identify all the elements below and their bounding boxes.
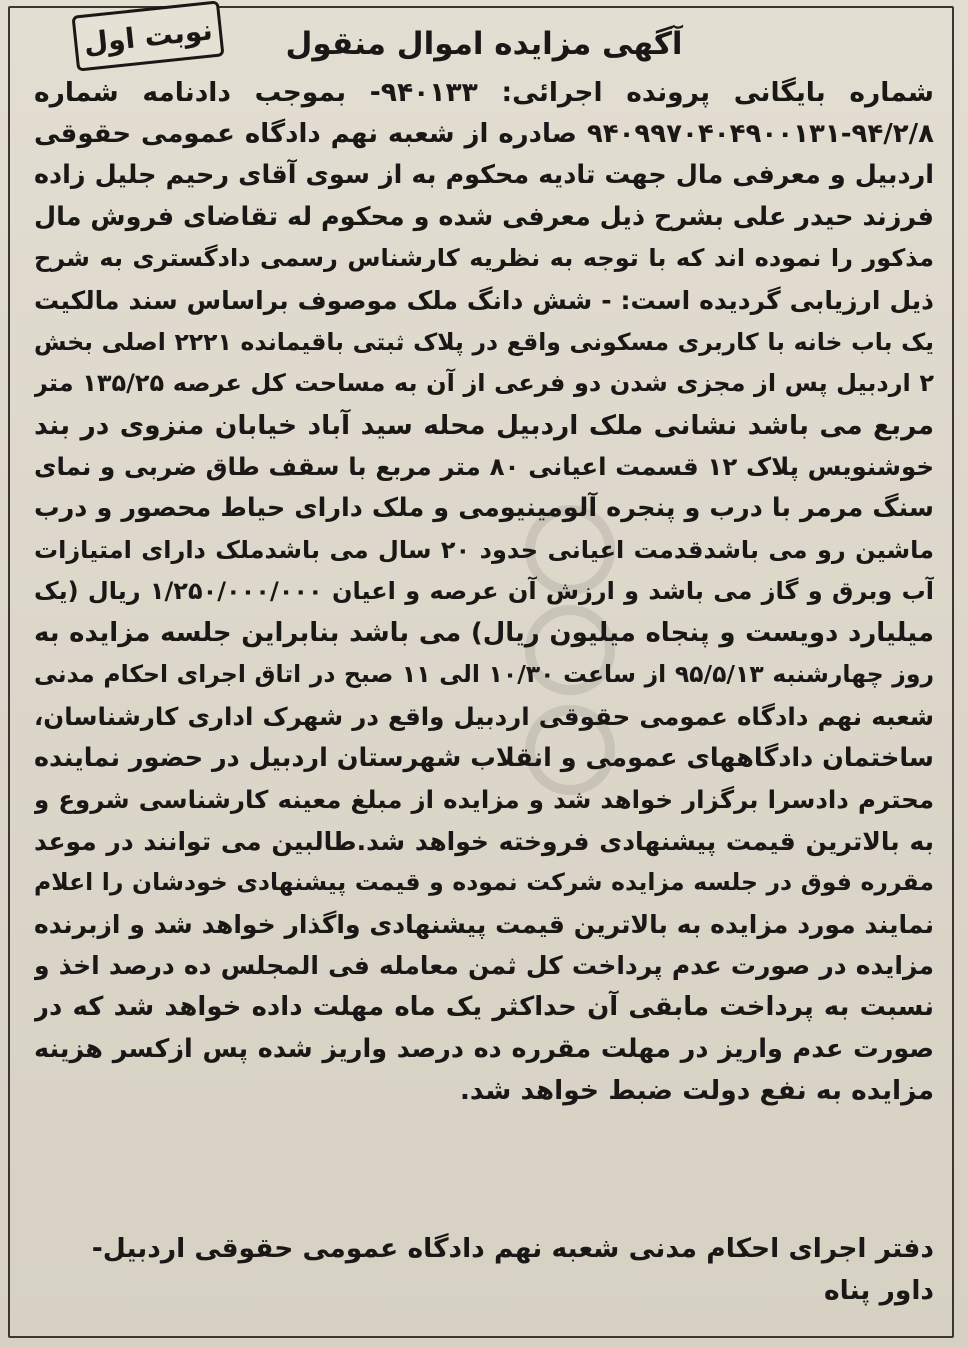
body-line: فرزند حیدر علی بشرح ذیل معرفی شده و محکوم له تقاضای فروش مال xyxy=(34,201,934,232)
body-line: شماره بایگانی پرونده اجرائی: ۹۴۰۱۳۳- بموجب دادنامه شماره xyxy=(34,77,934,108)
body-line: محترم دادسرا برگزار خواهد شد و مزایده از مبلغ معینه کارشناسی شروع و xyxy=(34,785,934,815)
body-line: به بالاترین قیمت پیشنهادی فروخته خواهد شد.طالبین می توانند در موعد xyxy=(34,826,934,856)
body-line: شعبه نهم دادگاه عمومی حقوقی اردبیل واقع در شهرک اداری کارشناسان، xyxy=(34,701,934,731)
body-line: مقرره فوق در جلسه مزایده شرکت نموده و قیمت پیشنهادی خودشان را اعلام xyxy=(34,868,934,897)
notice-title: آگهی مزایده اموال منقول xyxy=(285,26,683,62)
signature-office: دفتر اجرای احکام مدنی شعبه نهم دادگاه عمومی حقوقی اردبیل- xyxy=(91,1233,934,1264)
body-line: مزایده به نفع دولت ضبط خواهد شد. xyxy=(459,1075,934,1107)
body-line: ۲ اردبیل پس از مجزی شدن دو فرعی از آن به مساحت کل عرصه ۱۳۵/۲۵ متر xyxy=(34,369,934,398)
body-line: مربع می باشد نشانی ملک اردبیل محله سید آباد خیابان منزوی در بند xyxy=(34,409,934,441)
body-line: میلیارد دویست و پنجاه میلیون ریال) می باشد بنابراین جلسه مزایده به xyxy=(34,617,934,648)
body-line: نمایند مورد مزایده به بالاترین قیمت پیشنهادی واگذار خواهد شد و ازبرنده xyxy=(34,909,934,939)
signature-name: داور پناه xyxy=(824,1274,934,1306)
notice-body xyxy=(34,72,934,1112)
body-line: مذکور را نموده اند که با توجه به نظریه کارشناس رسمی دادگستری به شرح xyxy=(34,244,934,273)
body-line: اردبیل و معرفی مال جهت تادیه محکوم به از سوی آقای رحیم جلیل زاده xyxy=(34,160,934,191)
body-line: سنگ مرمر با درب و پنجره آلومینیومی و ملک دارای حیاط محصور و درب xyxy=(34,492,934,523)
body-line: صورت عدم واریز در مهلت مقرره ده درصد واریز شده پس ازکسر هزینه xyxy=(34,1033,934,1064)
body-line: خوشنویس پلاک ۱۲ قسمت اعیانی ۸۰ متر مربع با سقف طاق ضربی و نمای xyxy=(34,452,934,482)
first-publication-stamp: نوبت اول xyxy=(71,0,224,71)
body-line: آب وبرق و گاز می باشد و ارزش آن عرصه و اعیان ۱/۲۵۰/۰۰۰/۰۰۰ ریال (یک xyxy=(34,577,934,606)
body-line: ذیل ارزیابی گردیده است: - شش دانگ ملک موصوف براساس سند مالکیت xyxy=(34,285,934,315)
body-line: ماشین رو می باشدقدمت اعیانی حدود ۲۰ سال می باشدملک دارای امتیازات xyxy=(34,535,934,564)
body-line: ساختمان دادگاههای عمومی و انقلاب شهرستان اردبیل در حضور نماینده xyxy=(34,742,934,773)
body-line: یک باب خانه با کاربری مسکونی واقع در پلاک ثبتی باقیمانده ۲۲۲۱ اصلی بخش xyxy=(34,327,934,356)
body-line: نسبت به پرداخت مابقی آن حداکثر یک ماه مهلت داده خواهد شد که در xyxy=(34,992,934,1023)
body-line: ۹۴۰۹۹۷۰۴۰۴۹۰۰۱۳۱-۹۴/۲/۸ صادره از شعبه نهم دادگاه عمومی حقوقی xyxy=(34,118,934,149)
body-line: مزایده در صورت عدم پرداخت کل ثمن معامله فی المجلس ده درصد اخذ و xyxy=(34,951,934,981)
notice-signature xyxy=(34,1228,934,1311)
body-line: روز چهارشنبه ۹۵/۵/۱۳ از ساعت ۱۰/۳۰ الی ۱۱ صبح در اتاق اجرای احکام مدنی xyxy=(34,660,934,689)
